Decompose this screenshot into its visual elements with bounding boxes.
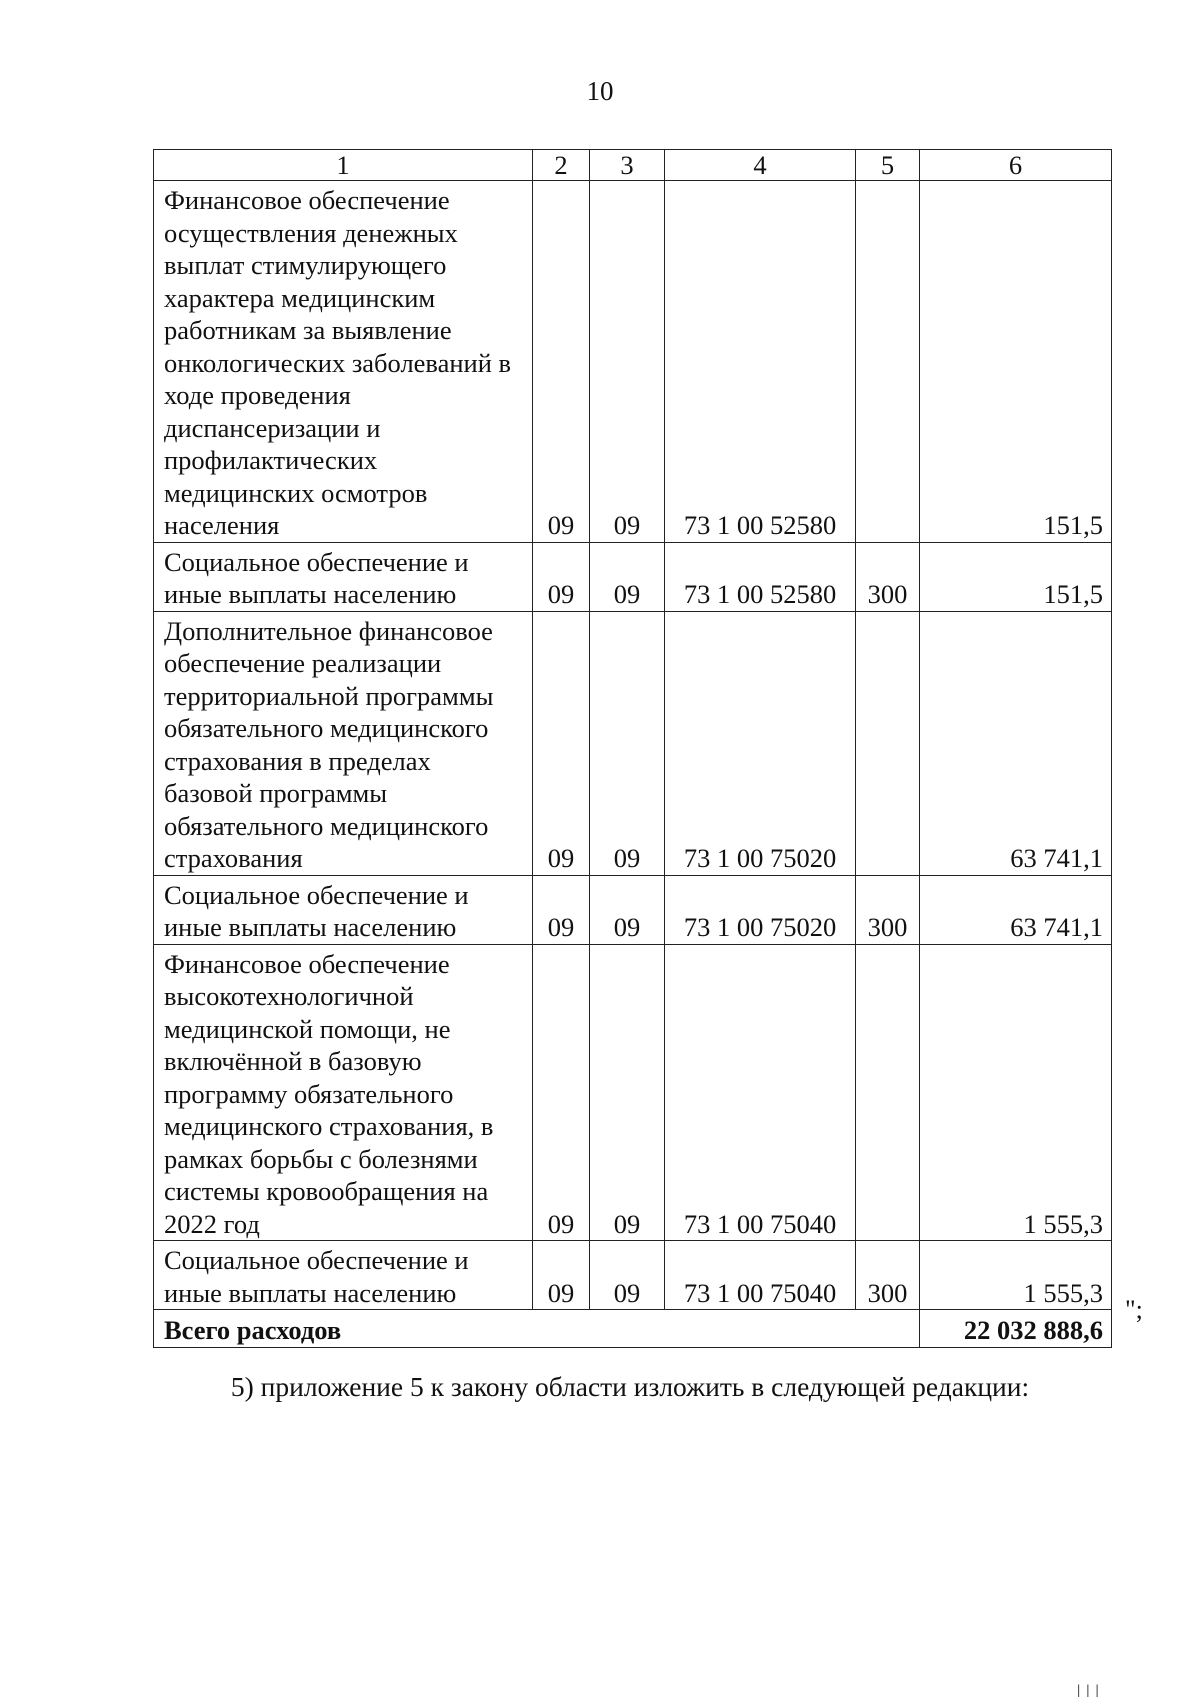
table-header-row xyxy=(154,150,1112,181)
row-expense-type xyxy=(856,944,920,1241)
total-amount: 22 032 888,6 xyxy=(920,1310,1112,1348)
row-section: 09 xyxy=(533,944,590,1241)
header-cell: 6 xyxy=(920,150,1112,181)
row-amount: 1 555,3 xyxy=(920,944,1112,1241)
page-number: 10 xyxy=(586,76,614,106)
table-row xyxy=(154,542,1112,611)
row-subsection: 09 xyxy=(590,1241,665,1310)
row-section: 09 xyxy=(533,181,590,543)
table-row xyxy=(154,1241,1112,1310)
row-target-article: 73 1 00 52580 xyxy=(665,542,856,611)
row-section: 09 xyxy=(533,611,590,875)
header-cell: 2 xyxy=(533,150,590,181)
row-target-article: 73 1 00 75020 xyxy=(665,875,856,944)
row-target-article: 73 1 00 75040 xyxy=(665,1241,856,1310)
scan-edge-marks: ||| xyxy=(1075,1683,1103,1697)
row-amount: 151,5 xyxy=(920,181,1112,543)
total-label: Всего расходов xyxy=(154,1310,920,1348)
row-name: Финансовое обеспечение высокотехнологичной медицинской помощи, не включённой в базовую программу обязательного медицинского страхования, в рамках борьбы с болезнями системы кровообращения на 2022 год xyxy=(154,944,533,1241)
row-expense-type: 300 xyxy=(856,875,920,944)
row-amount: 63 741,1 xyxy=(920,611,1112,875)
row-expense-type xyxy=(856,181,920,543)
row-amount: 63 741,1 xyxy=(920,875,1112,944)
table-row xyxy=(154,181,1112,543)
row-section: 09 xyxy=(533,1241,590,1310)
table-row xyxy=(154,875,1112,944)
row-subsection: 09 xyxy=(590,181,665,543)
header-cell: 3 xyxy=(590,150,665,181)
row-amount: 1 555,3 xyxy=(920,1241,1112,1310)
row-section: 09 xyxy=(533,875,590,944)
row-expense-type xyxy=(856,611,920,875)
row-target-article: 73 1 00 75020 xyxy=(665,611,856,875)
row-name: Дополнительное финансовое обеспечение реализации территориальной программы обязательного медицинского страхования в пределах базовой программы обязательного медицинского страхования xyxy=(154,611,533,875)
row-name: Социальное обеспечение и иные выплаты населению xyxy=(154,875,533,944)
table-row xyxy=(154,944,1112,1241)
instruction-paragraph: 5) приложение 5 к закону области изложить в следующей редакции: xyxy=(230,1371,1030,1402)
row-subsection: 09 xyxy=(590,875,665,944)
table-row xyxy=(154,611,1112,875)
row-subsection: 09 xyxy=(590,944,665,1241)
row-subsection: 09 xyxy=(590,611,665,875)
header-cell: 4 xyxy=(665,150,856,181)
row-amount: 151,5 xyxy=(920,542,1112,611)
total-row xyxy=(154,1310,1112,1348)
closing-quote-mark: "; xyxy=(1125,1295,1143,1324)
row-expense-type: 300 xyxy=(856,542,920,611)
row-target-article: 73 1 00 75040 xyxy=(665,944,856,1241)
row-name: Социальное обеспечение и иные выплаты населению xyxy=(154,542,533,611)
row-expense-type: 300 xyxy=(856,1241,920,1310)
row-section: 09 xyxy=(533,542,590,611)
row-target-article: 73 1 00 52580 xyxy=(665,181,856,543)
header-cell: 5 xyxy=(856,150,920,181)
header-cell: 1 xyxy=(154,150,533,181)
row-subsection: 09 xyxy=(590,542,665,611)
expenditure-table xyxy=(153,149,1112,1348)
row-name: Финансовое обеспечение осуществления денежных выплат стимулирующего характера медицинским работникам за выявление онкологических заболеваний в ходе проведения диспансеризации и профилактических медицинских осмотров населения xyxy=(154,181,533,543)
row-name: Социальное обеспечение и иные выплаты населению xyxy=(154,1241,533,1310)
